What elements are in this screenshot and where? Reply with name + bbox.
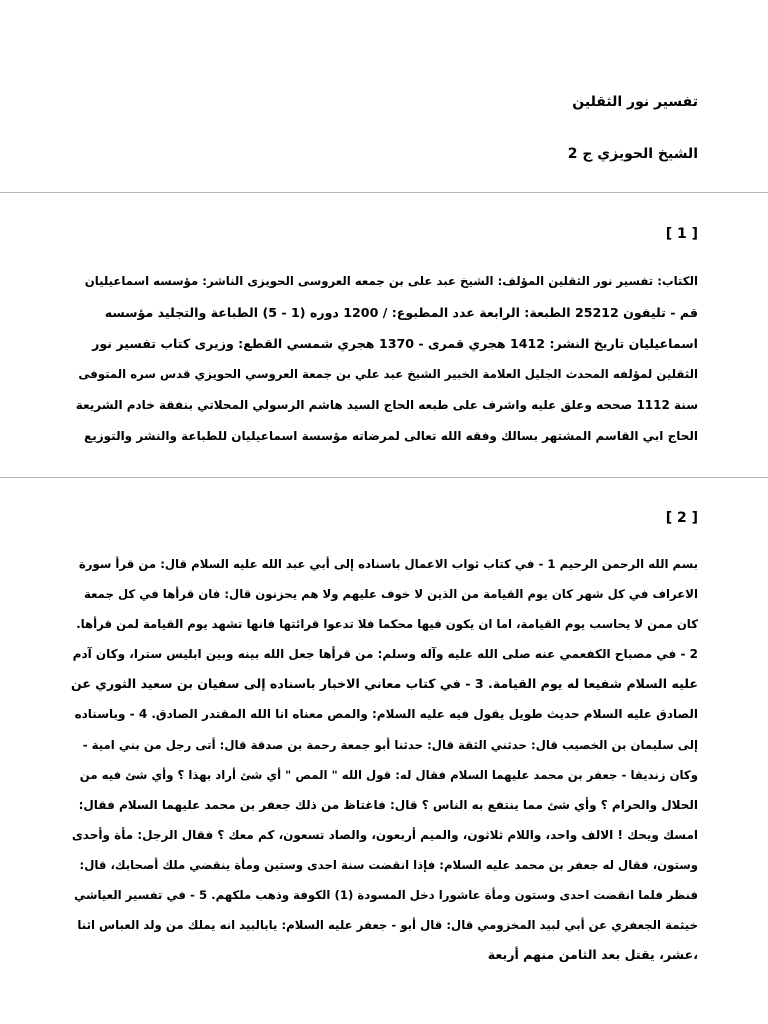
section-divider: [0, 477, 768, 478]
text-line: الكتاب: تفسير نور الثقلين المؤلف: الشيخ عبد على بن جمعه العروسى الحويزى الناشر: مؤسسه اسماعيليان: [84, 274, 698, 288]
book-title: تفسير نور الثقلين: [572, 94, 698, 110]
text-line: وكان زنديقا - جعفر بن محمد عليهما السلام فقال له: قول الله " المص " أي شئ أراد بهذا ؟ وأي شئ فيه من: [79, 767, 698, 782]
text-line: الحلال والحرام ؟ وأي شئ مما ينتفع به الناس ؟ قال: فاغتاظ من ذلك جعفر بن محمد عليهما السلام فقال:: [78, 797, 698, 812]
section-paragraph: [70, 266, 698, 452]
text-line: كان ممن لا يحاسب يوم القيامة، اما ان يكون فيها محكما فلا تدعوا قرائتها فانها تشهد يوم القيامة لمن قرأها.: [76, 617, 698, 632]
text-line: سنة 1112 صححه وعلق عليه واشرف على طبعه الحاج السيد هاشم الرسولي المحلاتي بنفقة خادم الشريعة: [75, 398, 698, 412]
text-line: وستون، فقال له جعفر بن محمد عليه السلام: فإذا انقضت سنة احدى وستين ومأة ينقضي ملك أصحابك، قال:: [79, 857, 698, 872]
text-line: عليه السلام شفيعا له يوم القيامة. 3 - في كتاب معاني الاخبار باسناده إلى سفيان بن سعيد الثوري عن: [70, 676, 698, 692]
book-author-volume: الشيخ الحويزي ج 2: [567, 146, 698, 162]
text-line: ،عشر، يقتل بعد الثامن منهم أربعة: [487, 947, 698, 963]
text-line: الصادق عليه السلام حديث طويل يقول فيه عليه السلام: والمص معناه انا الله المقتدر الصادق. 4 - وباسناده: [74, 707, 698, 722]
section-number: [ 1 ]: [665, 226, 698, 242]
text-line: اسماعيليان تاريخ النشر: 1412 هجري قمرى - 1370 هجري شمسي القطع: وزيرى كتاب تفسير نور: [92, 336, 698, 351]
text-line: الحاج ابي القاسم المشتهر بسالك وفقه الله تعالى لمرضاته مؤسسة اسماعيليان للطباعة والنشر والتوزيع: [84, 429, 698, 443]
text-line: بسم الله الرحمن الرحيم 1 - في كتاب ثواب الاعمال باسناده إلى أبي عبد الله عليه السلام قال: من قرأ سورة: [78, 557, 698, 571]
text-line: امسك ويحك ! الالف واحد، واللام ثلاثون، والميم أربعون، والصاد تسعون، كم معك ؟ فقال الرجل: مأة وأحدى: [71, 827, 698, 842]
section-paragraph: [70, 549, 698, 970]
text-line: 2 - في مصباح الكفعمي عنه صلى الله عليه وآله وسلم: من قرأها جعل الله بينه وبين ابليس سترا، وكان آدم: [72, 647, 698, 662]
text-line: إلى سليمان بن الخصيب قال: حدثني الثقة قال: حدثنا أبو جمعة رحمة بن صدقة قال: أتى رجل من بني امية -: [82, 737, 698, 752]
text-line: فنظر فلما انقضت احدى وستون ومأة عاشورا دخل المسودة (1) الكوفة وذهب ملكهم. 5 - في تفسير العياشي: [74, 888, 698, 903]
text-line: قم - تليفون 25212 الطبعة: الرابعة عدد المطبوع: / 1200 دوره (1 - 5) الطباعة والتجليد مؤسسه: [104, 305, 698, 320]
text-line: الثقلين لمؤلفه المحدث الجليل العلامة الخبير الشيخ عبد علي بن جمعة العروسي الحويزي قدس سره المتوفى: [78, 367, 698, 381]
section-divider: [0, 192, 768, 193]
section-number: [ 2 ]: [665, 510, 698, 526]
text-line: الاعراف في كل شهر كان يوم القيامة من الذين لا خوف عليهم ولا هم يحزنون قال: فان قرأها في كل جمعة: [83, 587, 698, 602]
text-line: خيثمة الجعفري عن أبي لبيد المخزومي قال: قال أبو - جعفر عليه السلام: يابالبيد انه يملك من ولد العباس اثنا: [77, 918, 698, 933]
